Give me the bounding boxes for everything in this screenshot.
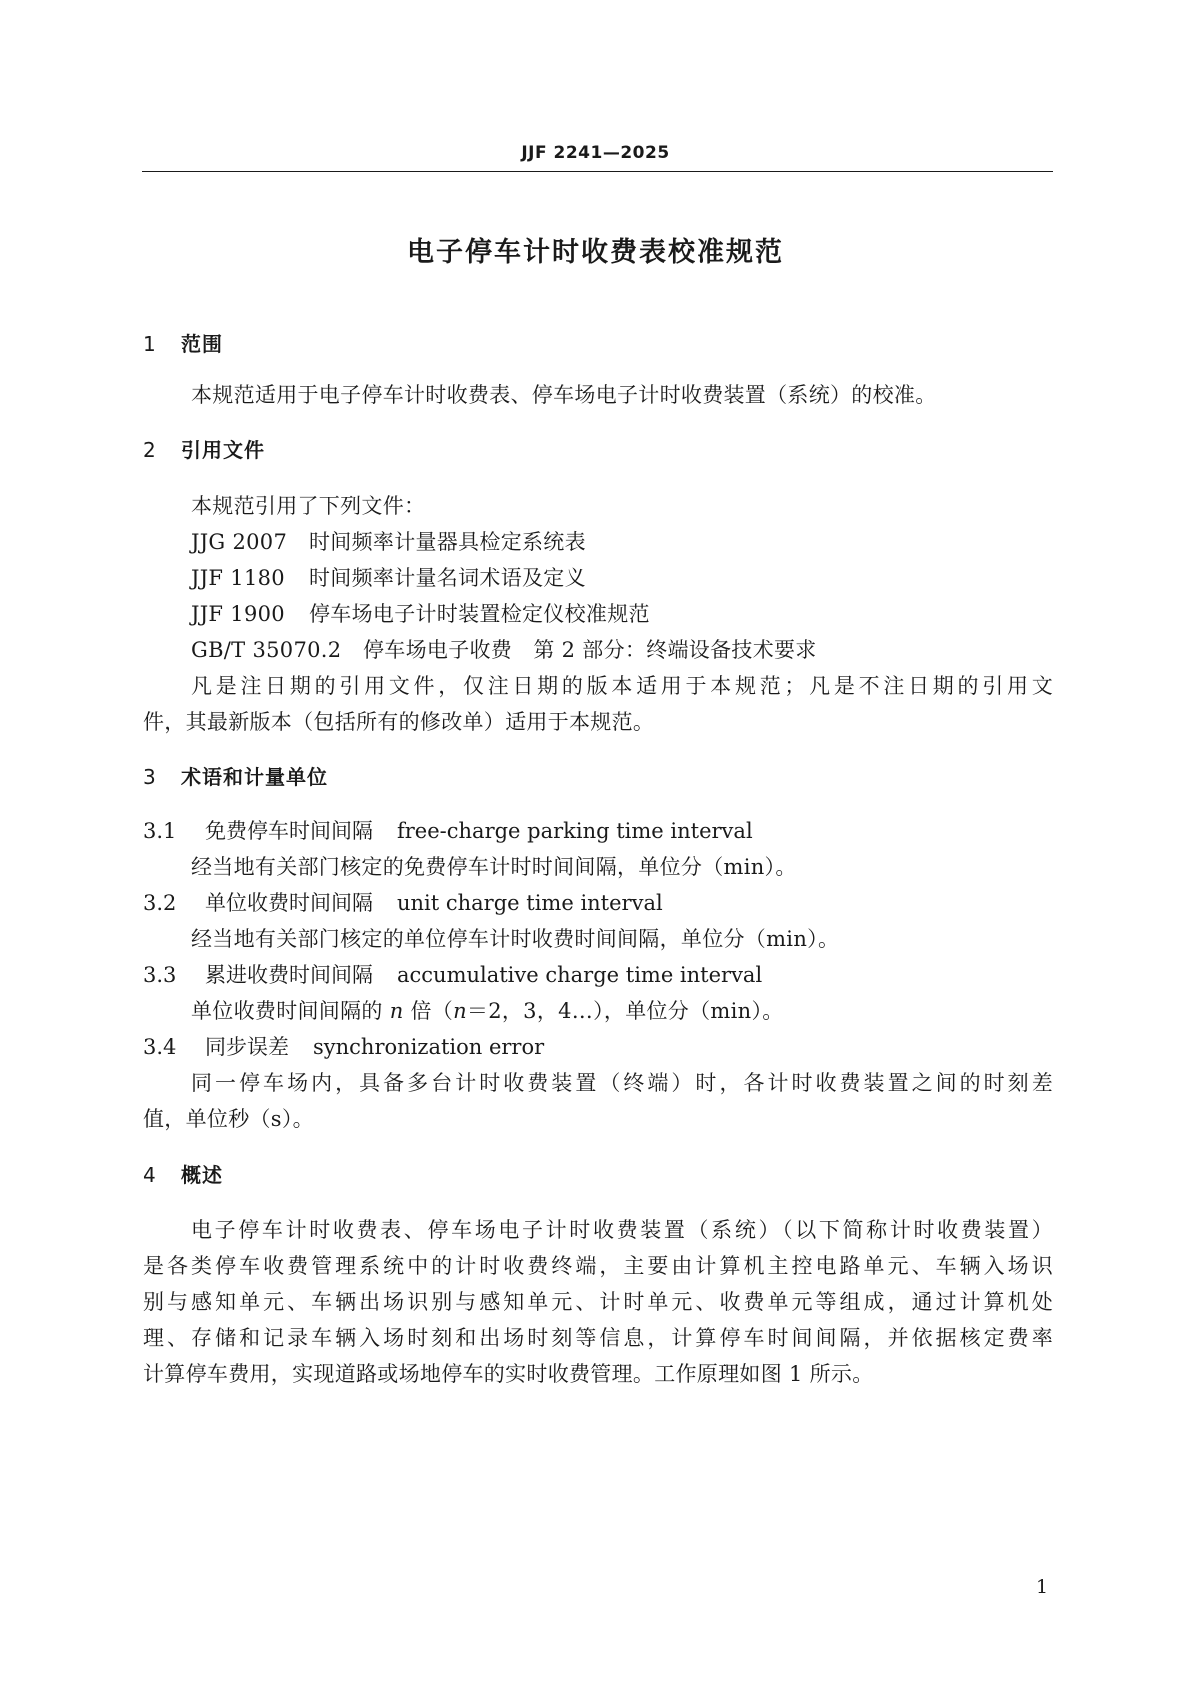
header-rule: [142, 171, 1053, 172]
reference-title: 时间频率计量器具检定系统表: [309, 530, 586, 554]
overview-line-2: 是各类停车收费管理系统中的计时收费终端，主要由计算机主控电路单元、车辆入场识: [143, 1254, 1053, 1278]
term-zh: 免费停车时间间隔: [205, 819, 373, 843]
term-heading-3-3: [143, 959, 762, 989]
term-en: unit charge time interval: [397, 891, 663, 915]
section-heading-2: [143, 434, 265, 463]
reference-item: [191, 562, 586, 592]
section-title: 术语和计量单位: [181, 765, 328, 789]
term-en: synchronization error: [313, 1035, 545, 1059]
overview-line-1: 电子停车计时收费表、停车场电子计时收费装置（系统）（以下简称计时收费装置）: [191, 1218, 1053, 1242]
def-text: ＝2，3，4…），单位分（min）。: [466, 999, 784, 1023]
section-heading-3: [143, 761, 328, 790]
overview-line-4: 理、存储和记录车辆入场时刻和出场时刻等信息，计算停车时间间隔，并依据核定费率: [143, 1326, 1053, 1350]
reference-item: [191, 526, 586, 556]
reference-item: [191, 598, 650, 628]
reference-title: 停车场电子计时装置检定仪校准规范: [309, 602, 650, 626]
term-zh: 单位收费时间间隔: [205, 891, 373, 915]
term-number: 3.1: [143, 819, 177, 843]
section-heading-1: [143, 328, 223, 357]
term-number: 3.2: [143, 891, 177, 915]
section-number: 2: [143, 438, 157, 462]
references-intro: 本规范引用了下列文件：: [191, 494, 426, 518]
term-en: accumulative charge time interval: [397, 963, 763, 987]
section-title: 范围: [181, 332, 223, 356]
variable-n: n: [453, 999, 467, 1023]
page-number: 1: [1036, 1576, 1049, 1598]
section-heading-4: [143, 1159, 223, 1188]
term-heading-3-2: [143, 887, 663, 917]
reference-title: 时间频率计量名词术语及定义: [309, 566, 586, 590]
variable-n: n: [389, 999, 404, 1023]
term-number: 3.3: [143, 963, 177, 987]
reference-code: JJF 1180: [191, 566, 285, 590]
term-number: 3.4: [143, 1035, 177, 1059]
def-text: 单位收费时间间隔的: [191, 999, 390, 1023]
standard-code-header: JJF 2241—2025: [521, 143, 670, 163]
section-title: 引用文件: [181, 438, 265, 462]
term-definition-3-2: 经当地有关部门核定的单位停车计时收费时间间隔，单位分（min）。: [191, 927, 840, 951]
section-number: 1: [143, 332, 157, 356]
term-definition-3-3: [191, 995, 784, 1025]
reference-title: 停车场电子收费 第 2 部分：终端设备技术要求: [363, 638, 817, 662]
paragraph-scope: 本规范适用于电子停车计时收费表、停车场电子计时收费装置（系统）的校准。: [191, 383, 937, 407]
reference-code: JJG 2007: [191, 530, 288, 554]
term-heading-3-4: [143, 1031, 544, 1061]
term-definition-3-1: 经当地有关部门核定的免费停车计时时间间隔，单位分（min）。: [191, 855, 797, 879]
term-definition-3-4-line-2: 值，单位秒（s）。: [143, 1107, 314, 1131]
term-zh: 同步误差: [205, 1035, 289, 1059]
reference-code: GB/T 35070.2: [191, 638, 342, 662]
section-number: 3: [143, 765, 157, 789]
section-number: 4: [143, 1163, 157, 1187]
section-title: 概述: [181, 1163, 223, 1187]
term-en: free-charge parking time interval: [397, 819, 753, 843]
term-definition-3-4-line-1: 同一停车场内，具备多台计时收费装置（终端）时，各计时收费装置之间的时刻差: [191, 1071, 1053, 1095]
references-note-line-1: 凡是注日期的引用文件，仅注日期的版本适用于本规范；凡是不注日期的引用文: [191, 674, 1053, 698]
def-text: 倍（: [403, 999, 454, 1023]
term-heading-3-1: [143, 815, 753, 845]
references-note-line-2: 件，其最新版本（包括所有的修改单）适用于本规范。: [143, 710, 655, 734]
overview-line-3: 别与感知单元、车辆出场识别与感知单元、计时单元、收费单元等组成，通过计算机处: [143, 1290, 1053, 1314]
overview-line-5: 计算停车费用，实现道路或场地停车的实时收费管理。工作原理如图 1 所示。: [143, 1362, 874, 1386]
reference-code: JJF 1900: [191, 602, 285, 626]
document-title: 电子停车计时收费表校准规范: [407, 237, 784, 268]
reference-item: [191, 634, 817, 664]
term-zh: 累进收费时间间隔: [205, 963, 373, 987]
